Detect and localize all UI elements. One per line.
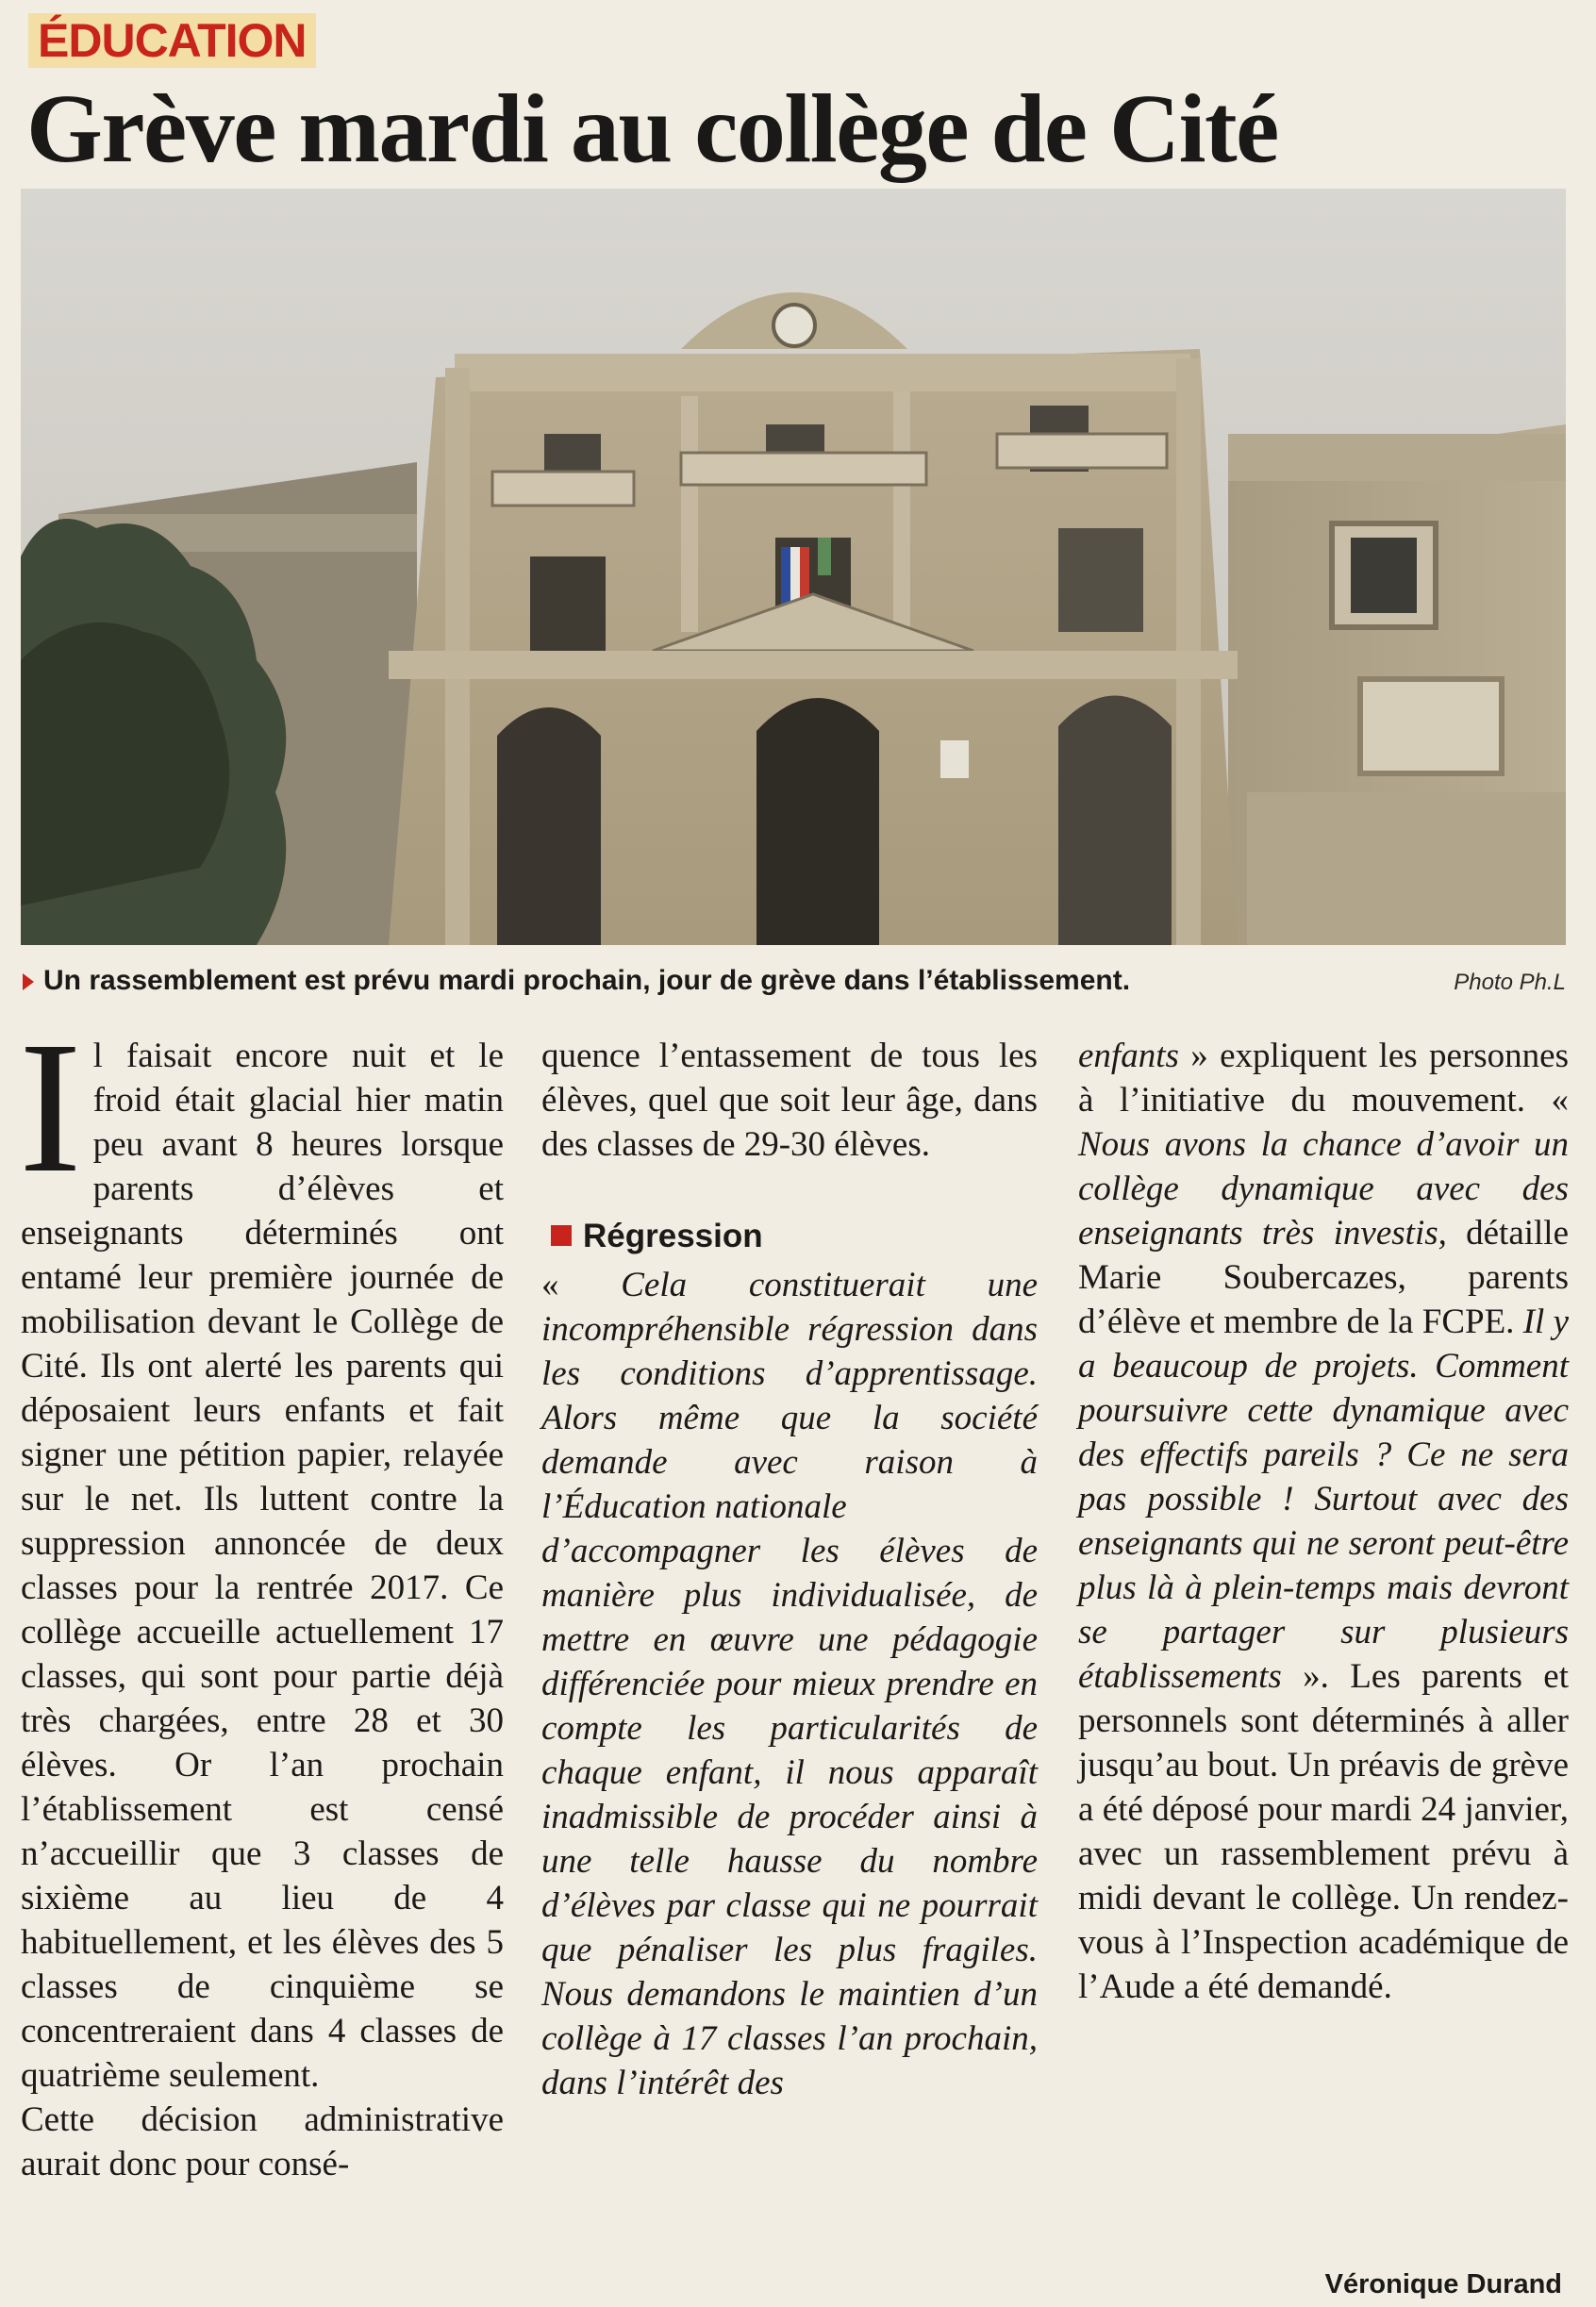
photo-credit: Photo Ph.L: [1454, 970, 1566, 995]
paragraph: [541, 1034, 1038, 1167]
photo-caption: [21, 958, 1566, 1005]
paragraph-text: détaille Marie Soubercazes, parents d’élève et membre de la FCPE.: [1078, 1214, 1570, 1341]
article-column-3: [1078, 1034, 1569, 2288]
caption-text: Un rassemblement est prévu mardi prochain, jour de grève dans l’établissement.: [43, 965, 1131, 996]
paragraph: [541, 1263, 1038, 1529]
paragraph-text: Cette décision administrative aurait donc pour consé-: [21, 2100, 504, 2183]
paragraph-text: quence l’entassement de tous les élèves, quel que soit leur âge, dans des classes de 29-30 élèves.: [541, 1037, 1038, 1164]
quote-text: enfants: [1078, 1037, 1179, 1075]
drop-cap: I: [19, 1004, 82, 1212]
paragraph-text: ». Les parents et personnels sont déterminés à aller jusqu’au bout. Un préavis de grève a été déposé pour mardi 24 janvier, avec un rassemblement prévu à midi devant le collège. Un rendez-vous à l’Inspection académique de l’Aude a été demandé.: [1078, 1657, 1569, 2006]
college-building-photo: [21, 189, 1566, 945]
subhead-text: Régression: [583, 1218, 763, 1254]
headline: Grève mardi au collège de Cité: [26, 75, 1278, 183]
paragraph-text: » expliquent les personnes à l’initiative du mouvement. «: [1078, 1037, 1569, 1120]
subhead-square-icon: [551, 1225, 572, 1246]
quote-text: Nous avons la chance d’avoir un collège dynamique avec des enseignants très investis,: [1078, 1125, 1569, 1253]
author-signature: Véronique Durand: [1324, 2269, 1562, 2299]
paragraph: [21, 2098, 504, 2186]
paragraph: [541, 1529, 1038, 2105]
article-column-1: [19, 1004, 504, 2288]
article-photo: [21, 189, 1566, 945]
quote-text: Cela constituerait une incompréhensible régression dans les conditions d’apprentissage. Alors même que la société demande avec raison à l’Éducation nationale: [541, 1266, 1038, 1526]
quote-open: «: [541, 1266, 622, 1304]
paragraph: [19, 1004, 504, 2098]
subhead: [541, 1216, 1038, 1257]
article-column-2: [541, 1034, 1038, 2288]
section-rubric: ÉDUCATION: [28, 13, 316, 68]
caption-marker-icon: [23, 973, 34, 990]
paragraph-text: l faisait encore nuit et le froid était glacial hier matin peu avant 8 heures lorsque parents d’élèves et enseignants déterminés ont entamé leur première journée de mobilisation devant le Collège de Cité. Ils ont alerté les parents qui déposaient leurs enfants et fait signer une pétition papier, relayée sur le net. Ils luttent contre la suppression annoncée de deux classes pour la rentrée 2017. Ce collège accueille actuellement 17 classes, qui sont pour partie déjà très chargées, entre 28 et 30 élèves. Or l’an prochain l’établissement est censé n’accueillir que 3 classes de sixième au lieu de 4 habituellement, et les élèves des 5 classes de cinquième se concentreraient dans 4 classes de quatrième seulement.: [21, 1037, 504, 2095]
quote-text: d’accompagner les élèves de manière plus individualisée, de mettre en œuvre une pédagogie différenciée pour mieux prendre en compte les particularités de chaque enfant, il nous apparaît inadmissible de procéder ainsi à une telle hausse du nombre d’élèves par classe qui ne pourrait que pénaliser les plus fragiles. Nous demandons le maintien d’un collège à 17 classes l’an prochain, dans l’intérêt des: [541, 1532, 1038, 2102]
quote-text: Il y a beaucoup de projets. Comment poursuivre cette dynamique avec des effectifs pareils ? Ce ne sera pas possible ! Surtout avec des enseignants qui ne seront peut-être plus là à plein-temps mais devront se partager sur plusieurs établissements: [1078, 1303, 1569, 1696]
paragraph: [1078, 1034, 1569, 2009]
